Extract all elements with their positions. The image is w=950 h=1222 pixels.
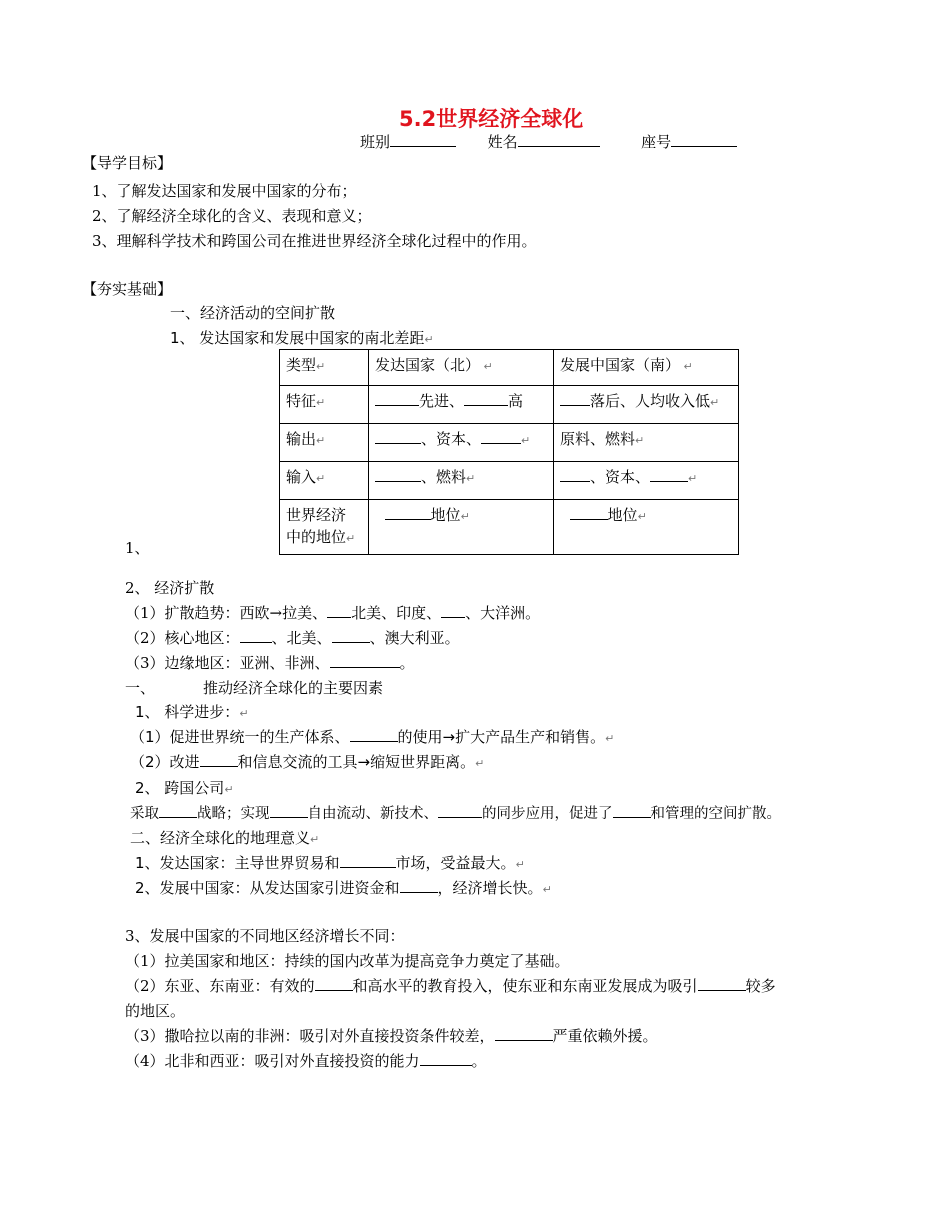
fill-blank[interactable]: [332, 628, 370, 643]
trend-line: （1）扩散趋势：西欧→拉美、 北美、印度、 、大洋洲。: [125, 604, 541, 622]
subsection-2-heading: 2、 经济扩散: [125, 579, 215, 597]
regions-heading: 3、发展中国家的不同地区经济增长不同：: [125, 927, 405, 945]
fill-blank[interactable]: [385, 505, 431, 520]
table-cell: 落后、人均收入低↵: [554, 386, 739, 424]
significance-heading: 二、经济全球化的地理意义↵: [130, 829, 320, 847]
table-cell: 、资本、 ↵: [369, 424, 554, 462]
fill-blank[interactable]: [441, 603, 465, 618]
multinational-heading: 2、 跨国公司↵: [135, 779, 234, 797]
region-item: （4）北非和西亚：吸引对外直接投资的能力 。: [125, 1052, 487, 1070]
fill-blank[interactable]: [315, 976, 353, 991]
multinational-line: 采取 战略；实现 自由流动、新技术、 的同步应用，促进了 和管理的空间扩散。: [130, 802, 781, 823]
tech-heading: 1、 科学进步：↵: [135, 703, 249, 721]
objective-item: 2、了解经济全球化的含义、表现和意义；: [92, 207, 372, 225]
fill-blank[interactable]: [481, 429, 521, 444]
seat-blank[interactable]: [671, 132, 737, 147]
table-cell: 、燃料↵: [369, 462, 554, 500]
region-item: （2）东亚、东南亚：有效的 和高水平的教育投入，使东亚和东南亚发展成为吸引 较多: [125, 977, 776, 995]
basics-heading: 【夯实基础】: [82, 280, 173, 298]
fill-blank[interactable]: [375, 467, 421, 482]
fill-blank[interactable]: [375, 429, 421, 444]
table-cell: 原料、燃料↵: [554, 424, 739, 462]
core-line: （2）核心地区： 、北美、 、澳大利亚。: [125, 629, 460, 647]
fill-blank[interactable]: [270, 803, 308, 818]
fill-blank[interactable]: [420, 1051, 472, 1066]
developing-line: 2、发展中国家：从发达国家引进资金和 ，经济增长快。↵: [135, 879, 552, 897]
table-row: [280, 350, 739, 386]
page-title: 5.2世界经济全球化: [399, 107, 584, 131]
stray-number: 1、: [125, 539, 150, 557]
fill-blank[interactable]: [698, 976, 746, 991]
region-item: （1）拉美国家和地区：持续的国内改革为提高竞争力奠定了基础。: [125, 952, 570, 970]
fill-blank[interactable]: [613, 803, 651, 818]
fill-blank[interactable]: [200, 752, 238, 767]
region-item-continued: 的地区。: [125, 1002, 186, 1020]
factors-heading: 一、 推动经济全球化的主要因素: [125, 679, 384, 697]
table-cell: 输入↵: [280, 462, 369, 500]
fill-blank[interactable]: [570, 505, 608, 520]
table-row: [280, 386, 739, 424]
fill-blank[interactable]: [327, 603, 351, 618]
table-cell: 输出↵: [280, 424, 369, 462]
objective-item: 3、理解科学技术和跨国公司在推进世界经济全球化过程中的作用。: [92, 232, 537, 250]
table-header-cell: 类型↵: [280, 350, 369, 386]
class-blank[interactable]: [390, 132, 456, 147]
fill-blank[interactable]: [340, 853, 396, 868]
fill-blank[interactable]: [650, 467, 688, 482]
fill-blank[interactable]: [560, 467, 590, 482]
fill-blank[interactable]: [350, 727, 398, 742]
table-row: [280, 462, 739, 500]
objectives-heading: 【导学目标】: [82, 154, 173, 172]
name-blank[interactable]: [518, 132, 600, 147]
fill-blank[interactable]: [560, 391, 590, 406]
subsection-1-heading: 1、 发达国家和发展中国家的南北差距↵: [170, 329, 434, 347]
table-cell: 特征↵: [280, 386, 369, 424]
region-item: （3）撒哈拉以南的非洲：吸引对外直接投资条件较差， 严重依赖外援。: [125, 1027, 658, 1045]
table-cell: 地位↵: [554, 500, 739, 555]
table-header-cell: 发达国家（北） ↵: [369, 350, 554, 386]
table-cell: 世界经济 中的地位↵: [280, 500, 369, 555]
tech-point-1: （1）促进世界统一的生产体系、 的使用→扩大产品生产和销售。↵: [130, 728, 615, 746]
fill-blank[interactable]: [240, 628, 272, 643]
edge-line: （3）边缘地区：亚洲、非洲、 。: [125, 654, 415, 672]
table-cell: 、资本、 ↵: [554, 462, 739, 500]
fill-blank[interactable]: [495, 1026, 553, 1041]
table-header-cell: 发展中国家（南） ↵: [554, 350, 739, 386]
table-cell: 地位↵: [369, 500, 554, 555]
north-south-table: [279, 349, 739, 555]
class-label: 班别: [360, 133, 391, 151]
table-row: [280, 424, 739, 462]
table-cell: 先进、 高: [369, 386, 554, 424]
fill-blank[interactable]: [400, 878, 438, 893]
fill-blank[interactable]: [375, 391, 419, 406]
fill-blank[interactable]: [159, 803, 197, 818]
fill-blank[interactable]: [464, 391, 508, 406]
seat-label: 座号: [641, 133, 672, 151]
section-1-heading: 一、经济活动的空间扩散: [170, 304, 336, 322]
student-info-row: [360, 131, 737, 152]
developed-line: 1、发达国家：主导世界贸易和 市场，受益最大。↵: [135, 854, 525, 872]
fill-blank[interactable]: [438, 803, 482, 818]
table-row: [280, 500, 739, 555]
tech-point-2: （2）改进 和信息交流的工具→缩短世界距离。↵: [130, 753, 485, 771]
objective-item: 1、了解发达国家和发展中国家的分布；: [92, 182, 357, 200]
fill-blank[interactable]: [330, 653, 400, 668]
name-label: 姓名: [487, 133, 518, 151]
